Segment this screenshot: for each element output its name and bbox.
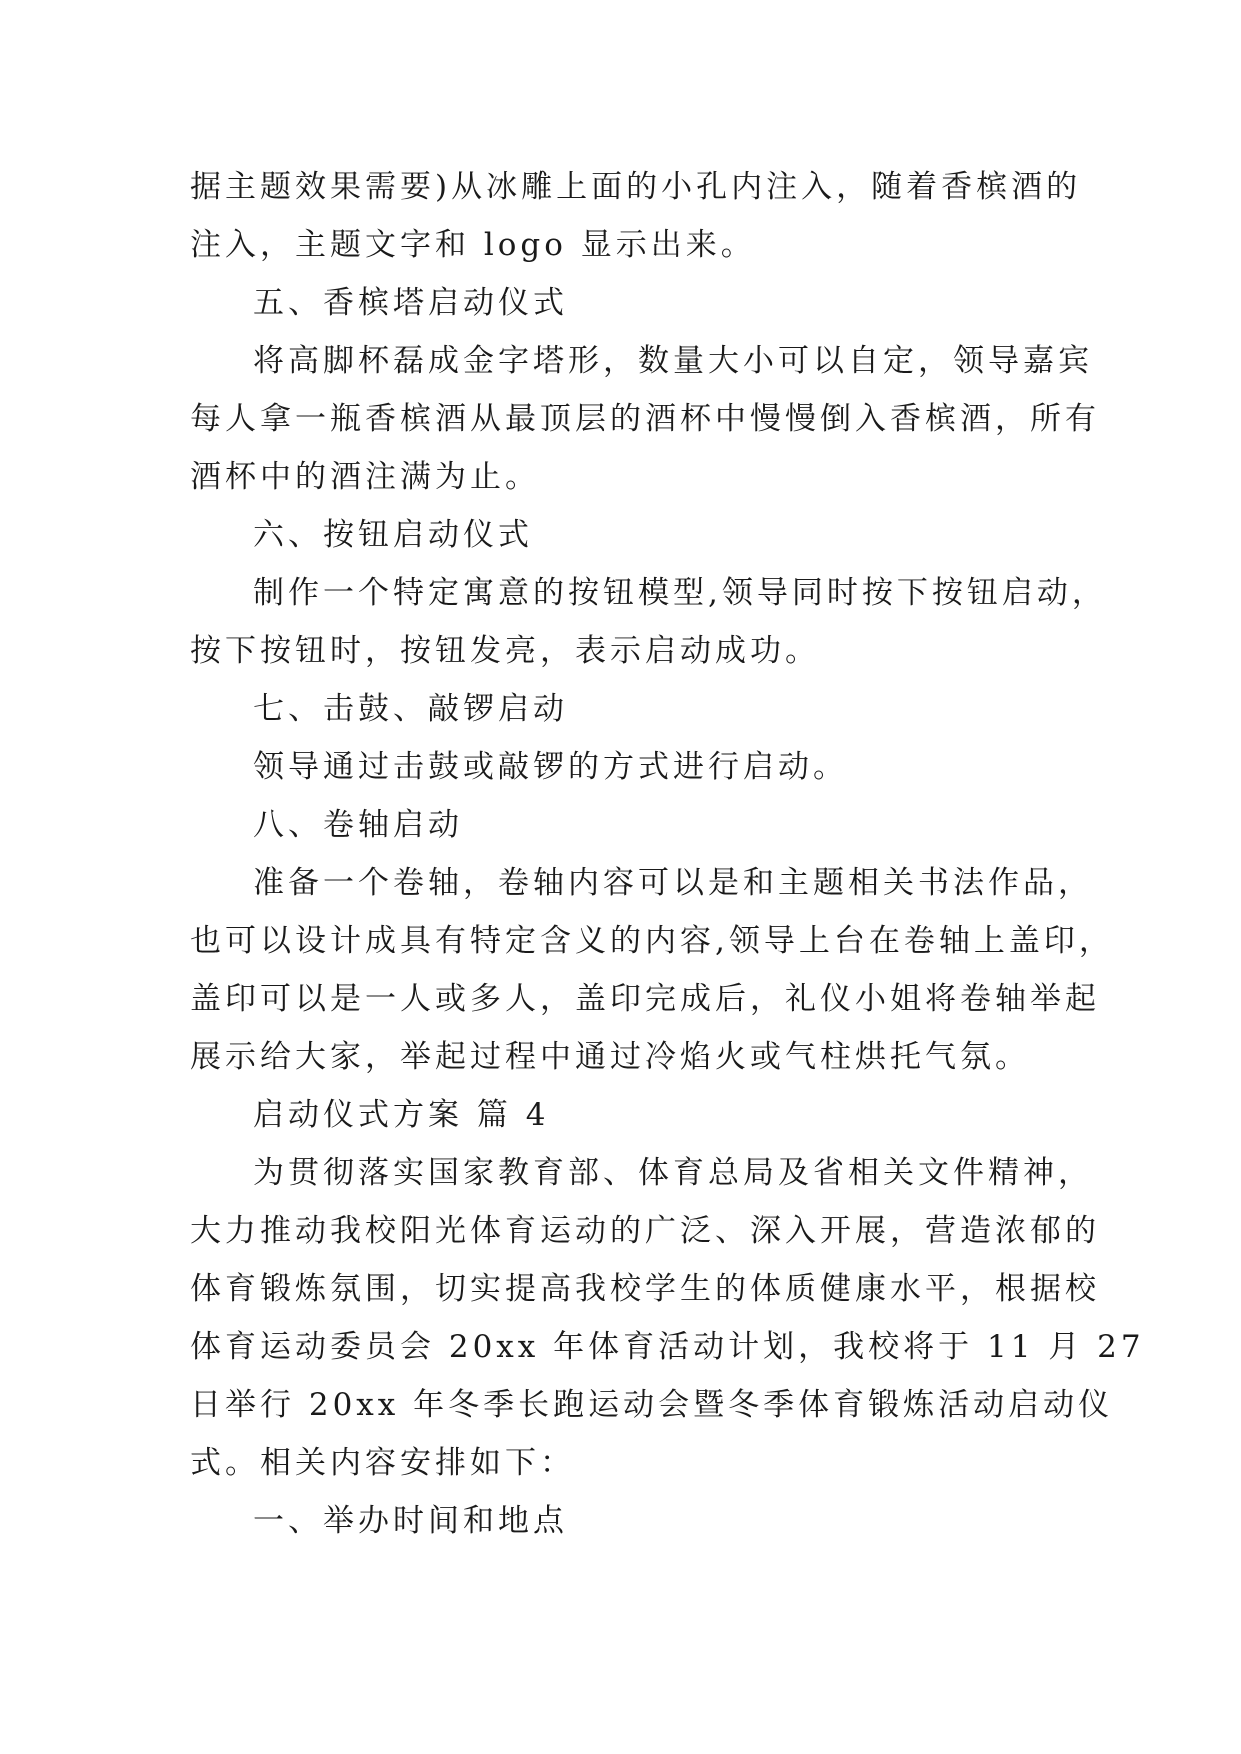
paragraph-line: 据主题效果需要)从冰雕上面的小孔内注入，随着香槟酒的	[190, 169, 1082, 205]
paragraph-line: 准备一个卷轴，卷轴内容可以是和主题相关书法作品，	[253, 865, 1093, 901]
section-heading: 八、卷轴启动	[253, 807, 463, 843]
paragraph-line: 体育运动委员会 20xx 年体育活动计划，我校将于 11 月 27	[190, 1329, 1145, 1365]
section-heading: 六、按钮启动仪式	[253, 517, 533, 553]
section-heading: 一、举办时间和地点	[253, 1503, 568, 1539]
paragraph-line: 盖印可以是一人或多人，盖印完成后，礼仪小姐将卷轴举起	[190, 981, 1100, 1017]
paragraph-line: 日举行 20xx 年冬季长跑运动会暨冬季体育锻炼活动启动仪	[190, 1387, 1114, 1423]
paragraph-line: 制作一个特定寓意的按钮模型,领导同时按下按钮启动，	[253, 575, 1107, 611]
paragraph-line: 大力推动我校阳光体育运动的广泛、深入开展，营造浓郁的	[190, 1213, 1100, 1249]
paragraph-line: 为贯彻落实国家教育部、体育总局及省相关文件精神，	[253, 1155, 1093, 1191]
paragraph-line: 也可以设计成具有特定含义的内容,领导上台在卷轴上盖印，	[190, 923, 1114, 959]
paragraph-line: 将高脚杯磊成金字塔形，数量大小可以自定，领导嘉宾	[253, 343, 1093, 379]
paragraph-line: 每人拿一瓶香槟酒从最顶层的酒杯中慢慢倒入香槟酒，所有	[190, 401, 1100, 437]
paragraph-line: 式。相关内容安排如下：	[190, 1445, 575, 1481]
section-heading: 七、击鼓、敲锣启动	[253, 691, 568, 727]
section-heading: 五、香槟塔启动仪式	[253, 285, 568, 321]
paragraph-line: 酒杯中的酒注满为止。	[190, 459, 540, 495]
paragraph-line: 展示给大家，举起过程中通过冷焰火或气柱烘托气氛。	[190, 1039, 1030, 1075]
section-title: 启动仪式方案 篇 4	[253, 1097, 550, 1133]
paragraph-line: 注入，主题文字和 logo 显示出来。	[190, 227, 756, 263]
paragraph-line: 按下按钮时，按钮发亮，表示启动成功。	[190, 633, 820, 669]
paragraph-line: 领导通过击鼓或敲锣的方式进行启动。	[253, 749, 848, 785]
paragraph-line: 体育锻炼氛围，切实提高我校学生的体质健康水平，根据校	[190, 1271, 1100, 1307]
